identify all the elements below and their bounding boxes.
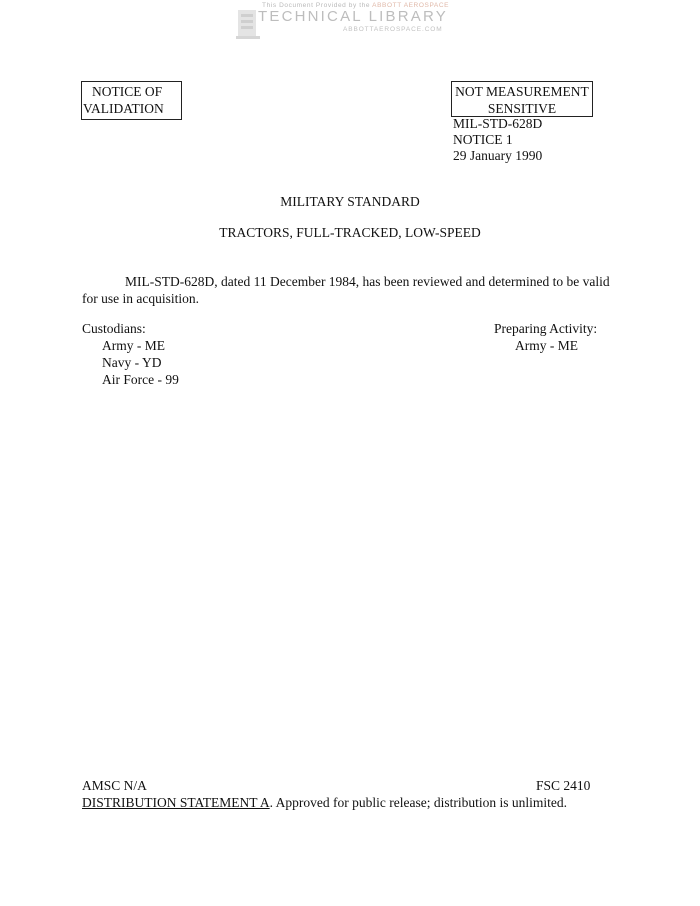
standard-subject: TRACTORS, FULL-TRACKED, LOW-SPEED [219, 225, 481, 240]
distribution-text: . Approved for public release; distribution is unlimited. [269, 795, 567, 810]
preparing-activity-label: Preparing Activity: [494, 321, 598, 336]
measurement-line2: SENSITIVE [487, 101, 557, 116]
library-logo-icon [236, 4, 260, 42]
watermark-url: ABBOTTAEROSPACE.COM [343, 26, 443, 33]
notice-box-line2: VALIDATION [83, 101, 164, 116]
custodians-label: Custodians: [82, 321, 146, 336]
document-identifiers [453, 116, 542, 164]
distribution-statement [82, 795, 567, 811]
custodian-item: Air Force - 99 [102, 372, 179, 387]
preparing-activity-block [494, 320, 597, 354]
standard-title: MILITARY STANDARD [280, 194, 420, 209]
notice-number: NOTICE 1 [453, 132, 513, 147]
paragraph-line2: for use in acquisition. [82, 291, 199, 306]
notice-box-line1: NOTICE OF [92, 84, 163, 99]
watermark-line1: This Document Provided by the ABBOTT AEROSPACE [262, 2, 450, 9]
measurement-line1: NOT MEASUREMENT [455, 84, 589, 99]
preparing-activity-value: Army - ME [515, 338, 578, 353]
notice-date: 29 January 1990 [453, 148, 543, 163]
notice-of-validation-box [81, 81, 182, 120]
paragraph-line1: MIL-STD-628D, dated 11 December 1984, has been reviewed and determined to be valid [125, 274, 610, 289]
watermark [0, 0, 700, 46]
custodian-item: Army - ME [102, 338, 165, 353]
doc-number: MIL-STD-628D [453, 116, 543, 131]
custodians-block [82, 320, 179, 388]
watermark-title: TECHNICAL LIBRARY [258, 8, 448, 25]
custodian-item: Navy - YD [102, 355, 162, 370]
amsc-code: AMSC N/A [82, 778, 147, 793]
validation-paragraph [82, 273, 622, 307]
fsc-code: FSC 2410 [536, 778, 591, 793]
watermark-brand: ABBOTT AEROSPACE [372, 2, 450, 9]
measurement-sensitivity-box [451, 81, 593, 117]
distribution-label: DISTRIBUTION STATEMENT A [82, 795, 270, 810]
